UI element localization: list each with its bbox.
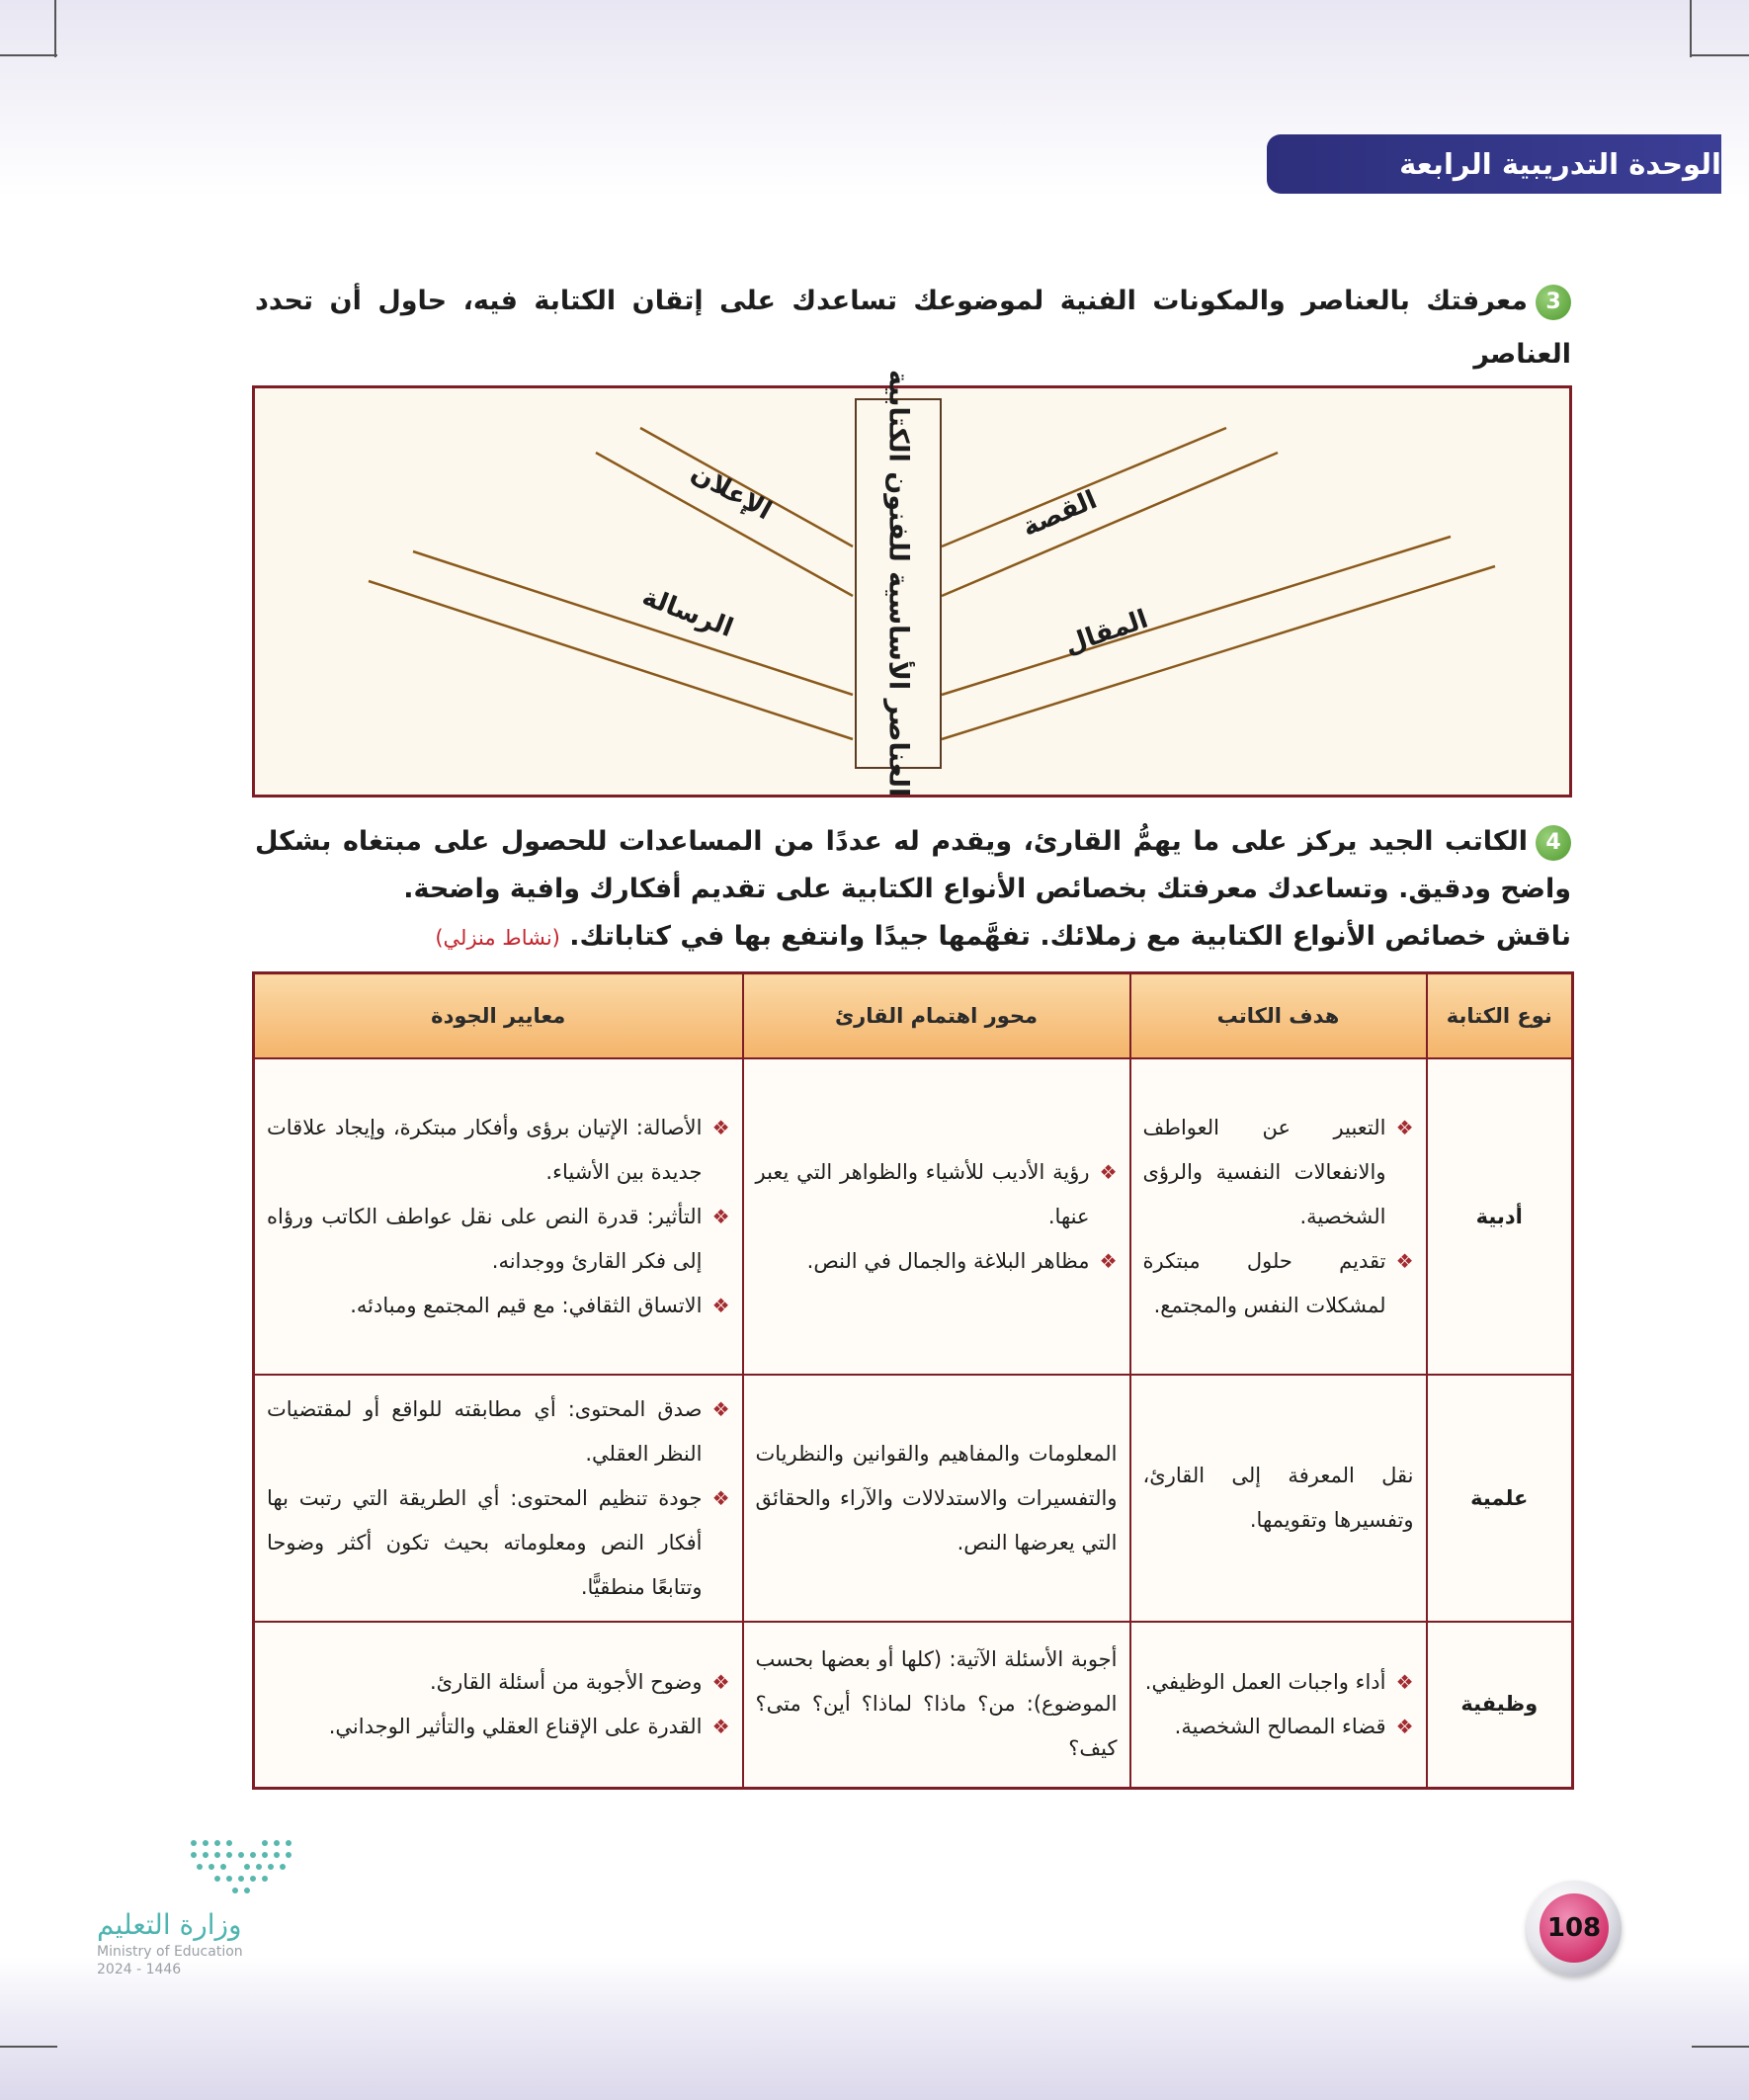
- goal-cell: نقل المعرفة إلى القارئ، وتفسيرها وتقويمها.: [1130, 1375, 1427, 1622]
- ministry-logo: [97, 1833, 294, 1981]
- crop-mark: [54, 0, 56, 57]
- header-type: نوع الكتابة: [1427, 973, 1573, 1059]
- unit-title-banner: [1267, 134, 1721, 194]
- diagram-center-label: العناصر الأساسية للفنون الكتابية: [882, 370, 914, 798]
- table-header-row: [254, 973, 1573, 1059]
- question-4-paragraph: 4الكاتب الجيد يركز على ما يهمُّ القارئ، ويقدم له عددًا من المساعدات للحصول على مبتغاه بشكل واضح ودقيق. وتساعدك معرفتك بخصائص الأنواع الكتابية على تقديم أفكارك وافية واضحة.: [255, 826, 1571, 904]
- page-number: 108: [1540, 1893, 1609, 1963]
- question-3-number: 3: [1536, 285, 1571, 320]
- quality-cell: ❖ الأصالة: الإتيان برؤى وأفكار مبتكرة، وإيجاد علاقات جديدة بين الأشياء. ❖ التأثير: قدرة النص على نقل عواطف الكاتب ورؤاه إلى فكر القارئ ووجدانه. ❖ الاتساق الثقافي: مع قيم المجتمع ومبادئه.: [254, 1058, 743, 1375]
- goal-cell: ❖ التعبير عن العواطف والانفعالات النفسية والرؤى الشخصية. ❖ تقديم حلول مبتكرة لمشكلات النفس والمجتمع.: [1130, 1058, 1427, 1375]
- question-4-number: 4: [1536, 825, 1571, 861]
- crop-mark: [1692, 54, 1749, 56]
- edition-year: 2024 - 1446: [97, 1962, 182, 1977]
- branch-ad: الإعلان: [686, 458, 777, 527]
- table-row: [254, 1058, 1573, 1375]
- header-goal: هدف الكاتب: [1130, 973, 1427, 1059]
- focus-cell: المعلومات والمفاهيم والقوانين والنظريات والتفسيرات والاستدلالات والآراء والحقائق التي يعرضها النص.: [743, 1375, 1130, 1622]
- line-article-upper: [942, 537, 1451, 695]
- writing-types-table: [252, 971, 1574, 1790]
- crop-mark: [1692, 2046, 1749, 2048]
- home-activity-note-2: (نشاط منزلي): [435, 926, 560, 950]
- question-3-line1: 3معرفتك بالعناصر والمكونات الفنية لموضوعك تساعدك على إتقان الكتابة فيه، حاول أن تحدد العناصر: [255, 286, 1571, 370]
- quality-cell: ❖ صدق المحتوى: أي مطابقته للواقع أو لمقتضيات النظر العقلي. ❖ جودة تنظيم المحتوى: أي الطريقة التي رتبت بها أفكار النص ومعلوماته بحيث تكون أكثر وضوحا وتتابعًا منطقيًّا.: [254, 1375, 743, 1622]
- line-letter-upper: [413, 551, 853, 695]
- question-4: [255, 818, 1571, 962]
- type-scientific: علمية: [1427, 1375, 1573, 1622]
- branch-letter: الرسالة: [637, 581, 737, 644]
- page-number-badge: [1527, 1881, 1622, 1975]
- quality-cell: ❖ وضوح الأجوبة من أسئلة القارئ. ❖ القدرة على الإقناع العقلي والتأثير الوجداني.: [254, 1622, 743, 1788]
- focus-cell: ❖ رؤية الأديب للأشياء والظواهر التي يعبر عنها. ❖ مظاهر البلاغة والجمال في النص.: [743, 1058, 1130, 1375]
- header-quality: معايير الجودة: [254, 973, 743, 1059]
- line-article-lower: [942, 566, 1495, 739]
- crop-mark: [0, 2046, 57, 2048]
- table-row: [254, 1375, 1573, 1622]
- branch-article: المقال: [1060, 604, 1152, 661]
- type-literary: أدبية: [1427, 1058, 1573, 1375]
- writing-elements-diagram: [252, 370, 1572, 798]
- type-functional: وظيفية: [1427, 1622, 1573, 1788]
- branch-story: القصة: [1018, 484, 1102, 544]
- crop-mark: [1690, 0, 1692, 57]
- ministry-name-en: Ministry of Education: [97, 1944, 243, 1960]
- line-letter-lower: [369, 581, 853, 739]
- header-focus: محور اهتمام القارئ: [743, 973, 1130, 1059]
- ministry-logo-dots-icon: [184, 1833, 302, 1902]
- ministry-name-ar: وزارة التعليم: [97, 1908, 242, 1941]
- focus-cell: أجوبة الأسئلة الآتية: (كلها أو بعضها بحسب الموضوع): من؟ ماذا؟ لماذا؟ أين؟ متى؟ كيف؟: [743, 1622, 1130, 1788]
- table-row: [254, 1622, 1573, 1788]
- question-4-line3: ناقش خصائص الأنواع الكتابية مع زملائك. تفهَّمها جيدًا وانتفع بها في كتاباتك. (نشاط منزلي): [435, 921, 1571, 952]
- diagram-center-box: [855, 370, 942, 798]
- goal-cell: ❖ أداء واجبات العمل الوظيفي. ❖ قضاء المصالح الشخصية.: [1130, 1622, 1427, 1788]
- unit-title: الوحدة التدريبية الرابعة: [1399, 147, 1721, 181]
- crop-mark: [0, 54, 57, 56]
